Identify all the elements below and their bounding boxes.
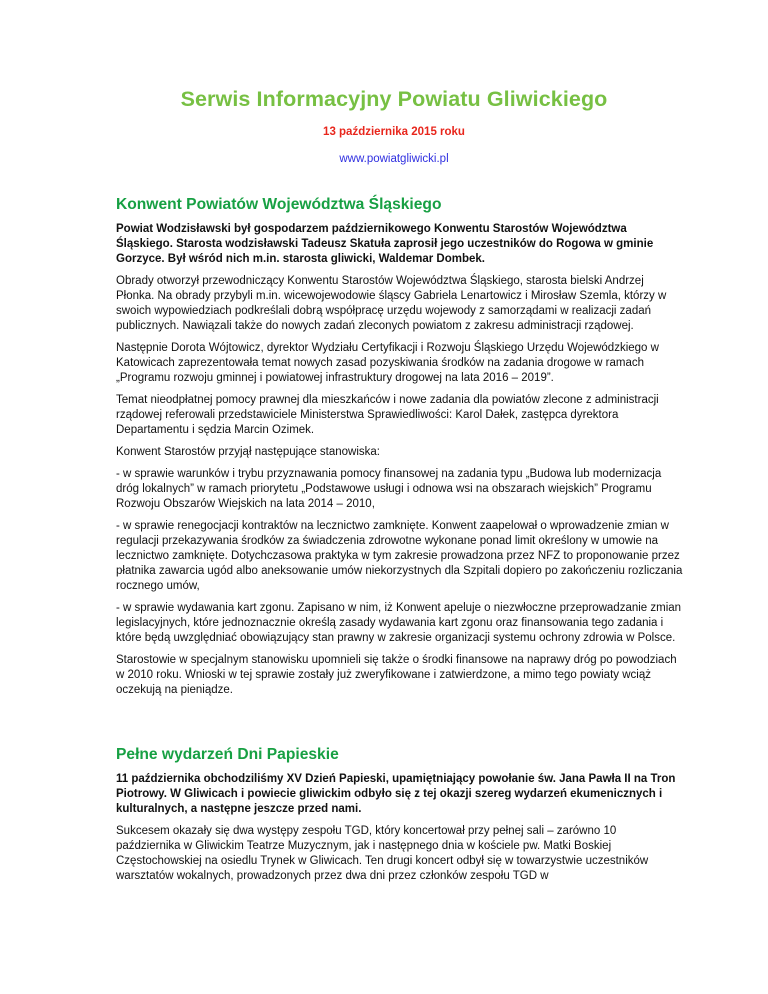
article-paragraph: Następnie Dorota Wójtowicz, dyrektor Wydziału Certyfikacji i Rozwoju Śląskiego Urzędu Wojewódzkiego w Katowicach zaprezentowała temat nowych zasad pozyskiwania środków na zadania drogowe w ramach „Programu rozwoju gminnej i powiatowej infrastruktury drogowej na lata 2016 – 2019”. — [116, 342, 659, 384]
article-paragraph: Obrady otworzył przewodniczący Konwentu Starostów Województwa Śląskiego, starosta bielski Andrzej Płonka. Na obrady przybyli m.in. wicewojewodowie śląscy Gabriela Lenartowicz i Mirosław Szemla, którzy w swoich wypowiedziach podkreślali dobrą współpracę urzędu wojewody z samorządami w realizacji zadań publicznych. Nawiązali także do nowych zadań zleconych powiatom z zakresu administracji rządowej. — [116, 275, 667, 332]
article-paragraph: Konwent Starostów przyjął następujące stanowiska: — [116, 446, 381, 458]
article-paragraph: Sukcesem okazały się dwa występy zespołu TGD, który koncertował przy pełnej sali – zarówno 10 października w Gliwickim Teatrze Muzycznym, jak i następnego dnia w kościele pw. Matki Boskiej Częstochowskiej na osiedlu Trynek w Gliwicach. Ten drugi koncert odbył się w towarzystwie uczestników warsztatów wokalnych, prowadzonych przez dwa dni przez członków zespołu TGD w — [116, 825, 649, 882]
article-konwent — [116, 195, 684, 698]
issue-date: 13 października 2015 roku — [323, 126, 465, 138]
masthead — [104, 86, 684, 167]
site-title: Serwis Informacyjny Powiatu Gliwickiego — [180, 87, 608, 111]
article-dni-papieskie — [116, 745, 684, 884]
article-list-item: - w sprawie warunków i trybu przyznawania pomocy finansowej na zadania typu „Budowa lub modernizacja dróg lokalnych” w ramach priorytetu „Podstawowe usługi i odnowa wsi na obszarach wiejskich” Programu Rozwoju Obszarów Wiejskich na lata 2014 – 2010, — [116, 468, 662, 510]
article-lead: Powiat Wodzisławski był gospodarzem październikowego Konwentu Starostów Województwa Śląskiego. Starosta wodzisławski Tadeusz Skatuła zaprosił jego uczestników do Rogowa w gminie Gorzyce. Był wśród nich m.in. starosta gliwicki, Waldemar Dombek. — [116, 223, 654, 265]
article-paragraph: Starostowie w specjalnym stanowisku upomnieli się także o środki finansowe na naprawy dróg po powodziach w 2010 roku. Wnioski w tej sprawie zostały już zweryfikowane i zatwierdzone, a mimo tego powiaty wciąż oczekują na pieniądze. — [116, 654, 677, 696]
article-list-item: - w sprawie renegocjacji kontraktów na lecznictwo zamknięte. Konwent zaapelował o wprowadzenie zmian w regulacji przekazywania środków za świadczenia zdrowotne wykonane ponad limit określony w umowie na lecznictwo zamknięte. Dotychczasowa praktyka w tym zakresie prowadzona przez NFZ to proponowanie przez płatnika zawarcia ugód albo aneksowanie umów niekorzystnych dla Szpitali dopiero po zakończeniu rozliczania rocznego umów, — [116, 520, 683, 592]
site-url-link[interactable]: www.powiatgliwicki.pl — [339, 153, 449, 165]
article-list-item: - w sprawie wydawania kart zgonu. Zapisano w nim, iż Konwent apeluje o niezwłoczne przeprowadzanie zmian legislacyjnych, które jednoznacznie określą zasady wydawania kart zgonu oraz finansowania tego zadania i które będą uwzględniać obowiązujący stan prawny w zakresie organizacji systemu ochrony zdrowia w Polsce. — [116, 602, 682, 644]
article-title: Pełne wydarzeń Dni Papieskie — [116, 746, 339, 763]
article-paragraph: Temat nieodpłatnej pomocy prawnej dla mieszkańców i nowe zadania dla powiatów zlecone z administracji rządowej referowali przedstawiciele Ministerstwa Sprawiedliwości: Karol Dałek, zastępca dyrektora Departamentu i sędzia Marcin Ozimek. — [116, 394, 659, 436]
article-lead: 11 października obchodziliśmy XV Dzień Papieski, upamiętniający powołanie św. Jana Pawła II na Tron Piotrowy. W Gliwicach i powiecie gliwickim odbyło się z tej okazji szereg wydarzeń ekumenicznych i kulturalnych, a następne jeszcze przed nami. — [116, 773, 676, 815]
article-title: Konwent Powiatów Województwa Śląskiego — [116, 196, 442, 213]
